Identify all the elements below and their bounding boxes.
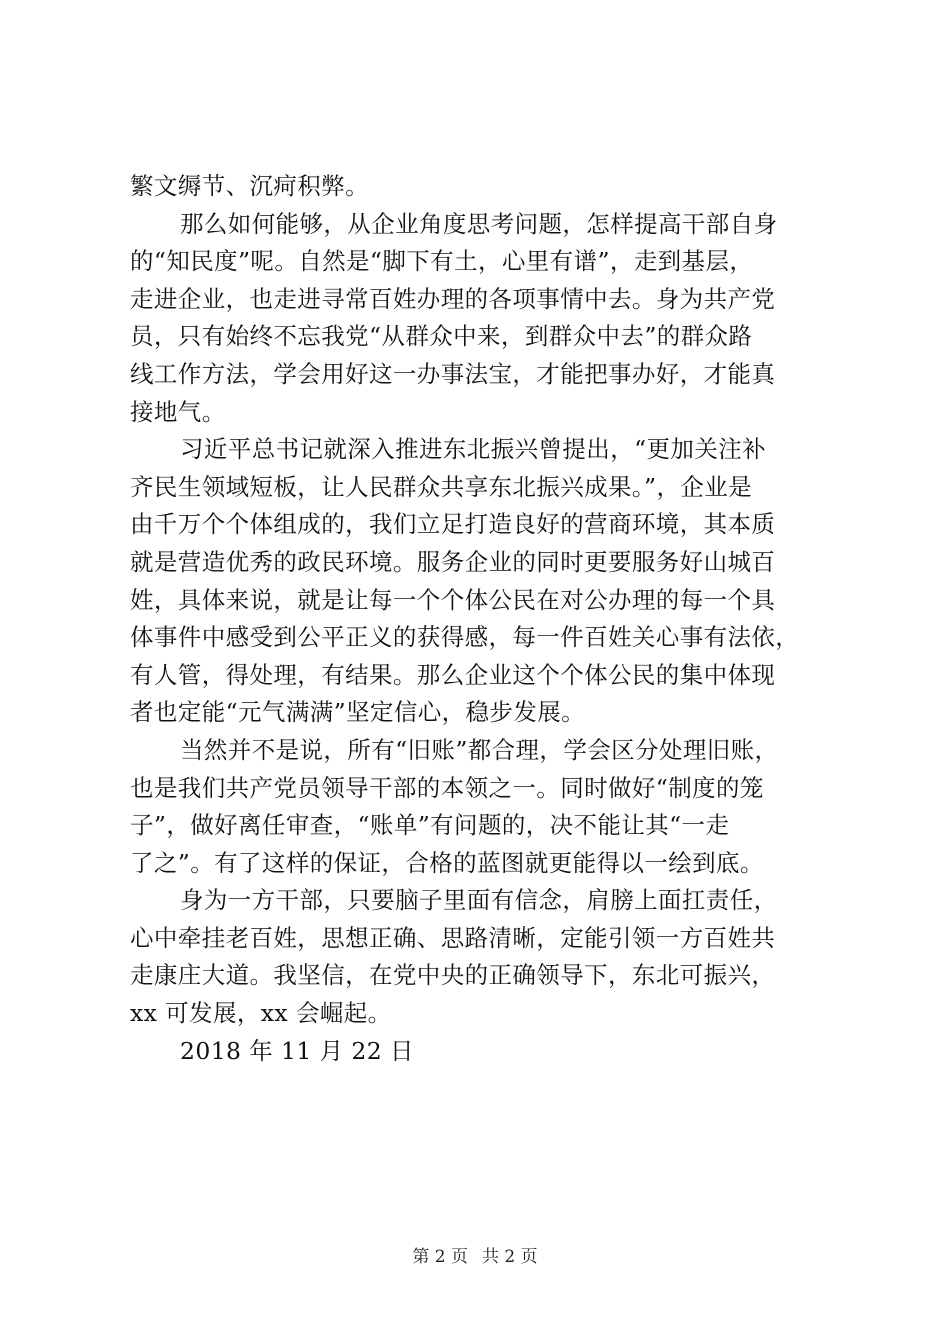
text-line: 繁文缛节、沉疴积弊。 — [130, 172, 369, 200]
paragraph — [130, 431, 830, 732]
text-line: 接地气。 — [130, 397, 226, 426]
paragraph — [130, 882, 830, 1032]
text-line: 走进企业，也走进寻常百姓办理的各项事情中去。身为共产党 — [130, 284, 776, 313]
text-line: 有人管，得处理，有结果。那么企业这个个体公民的集中体现 — [130, 660, 776, 689]
text-line: 也是我们共产党员领导干部的本领之一。同时做好“制度的笼 — [130, 773, 764, 802]
text-line: 走康庄大道。我坚信，在党中央的正确领导下，东北可振兴， — [130, 961, 776, 990]
text-line: 了之”。有了这样的保证，合格的蓝图就更能得以一绘到底。 — [130, 848, 764, 877]
date-paragraph — [130, 1033, 830, 1071]
page-number: 第 2 页 — [412, 1247, 468, 1267]
text-line: xx 可发展，xx 会崛起。 — [130, 999, 392, 1028]
page-total: 共 2 页 — [482, 1247, 538, 1267]
text-line: 就是营造优秀的政民环境。服务企业的同时更要服务好山城百 — [130, 547, 776, 576]
text-line: 子”，做好离任审查，“账单”有问题的，决不能让其“一走 — [130, 811, 730, 840]
paragraph — [130, 206, 830, 432]
text-line: 心中牵挂老百姓，思想正确、思路清晰，定能引领一方百姓共 — [130, 923, 776, 952]
text-line: 当然并不是说，所有“旧账”都合理，学会区分处理旧账， — [180, 735, 779, 764]
text-line: 由千万个个体组成的，我们立足打造良好的营商环境，其本质 — [130, 510, 776, 539]
text-line: 身为一方干部，只要脑子里面有信念，肩膀上面扛责任， — [180, 886, 778, 915]
text-line: 的“知民度”呢。自然是“脚下有土，心里有谱”，走到基层， — [130, 247, 754, 276]
text-line: 那么如何能够，从企业角度思考问题，怎样提高干部自身 — [180, 209, 778, 238]
text-line: 体事件中感受到公平正义的获得感，每一件百姓关心事有法依， — [130, 623, 800, 652]
text-line: 习近平总书记就深入推进东北振兴曾提出，“更加关注补 — [180, 435, 767, 464]
text-line: 者也定能“元气满满”坚定信心，稳步发展。 — [130, 698, 586, 727]
text-line: 员，只有始终不忘我党“从群众中来，到群众中去”的群众路 — [130, 322, 753, 351]
document-body — [130, 168, 830, 1070]
document-date: 2018 年 11 月 22 日 — [180, 1036, 414, 1065]
text-line: 姓，具体来说，就是让每一个个体公民在对公办理的每一个具 — [130, 585, 776, 614]
paragraph — [130, 732, 830, 882]
page-footer — [0, 1242, 950, 1267]
text-line: 齐民生领域短板，让人民群众共享东北振兴成果。”，企业是 — [130, 472, 753, 501]
paragraph — [130, 168, 830, 206]
text-line: 线工作方法，学会用好这一办事法宝，才能把事办好，才能真 — [130, 359, 776, 388]
